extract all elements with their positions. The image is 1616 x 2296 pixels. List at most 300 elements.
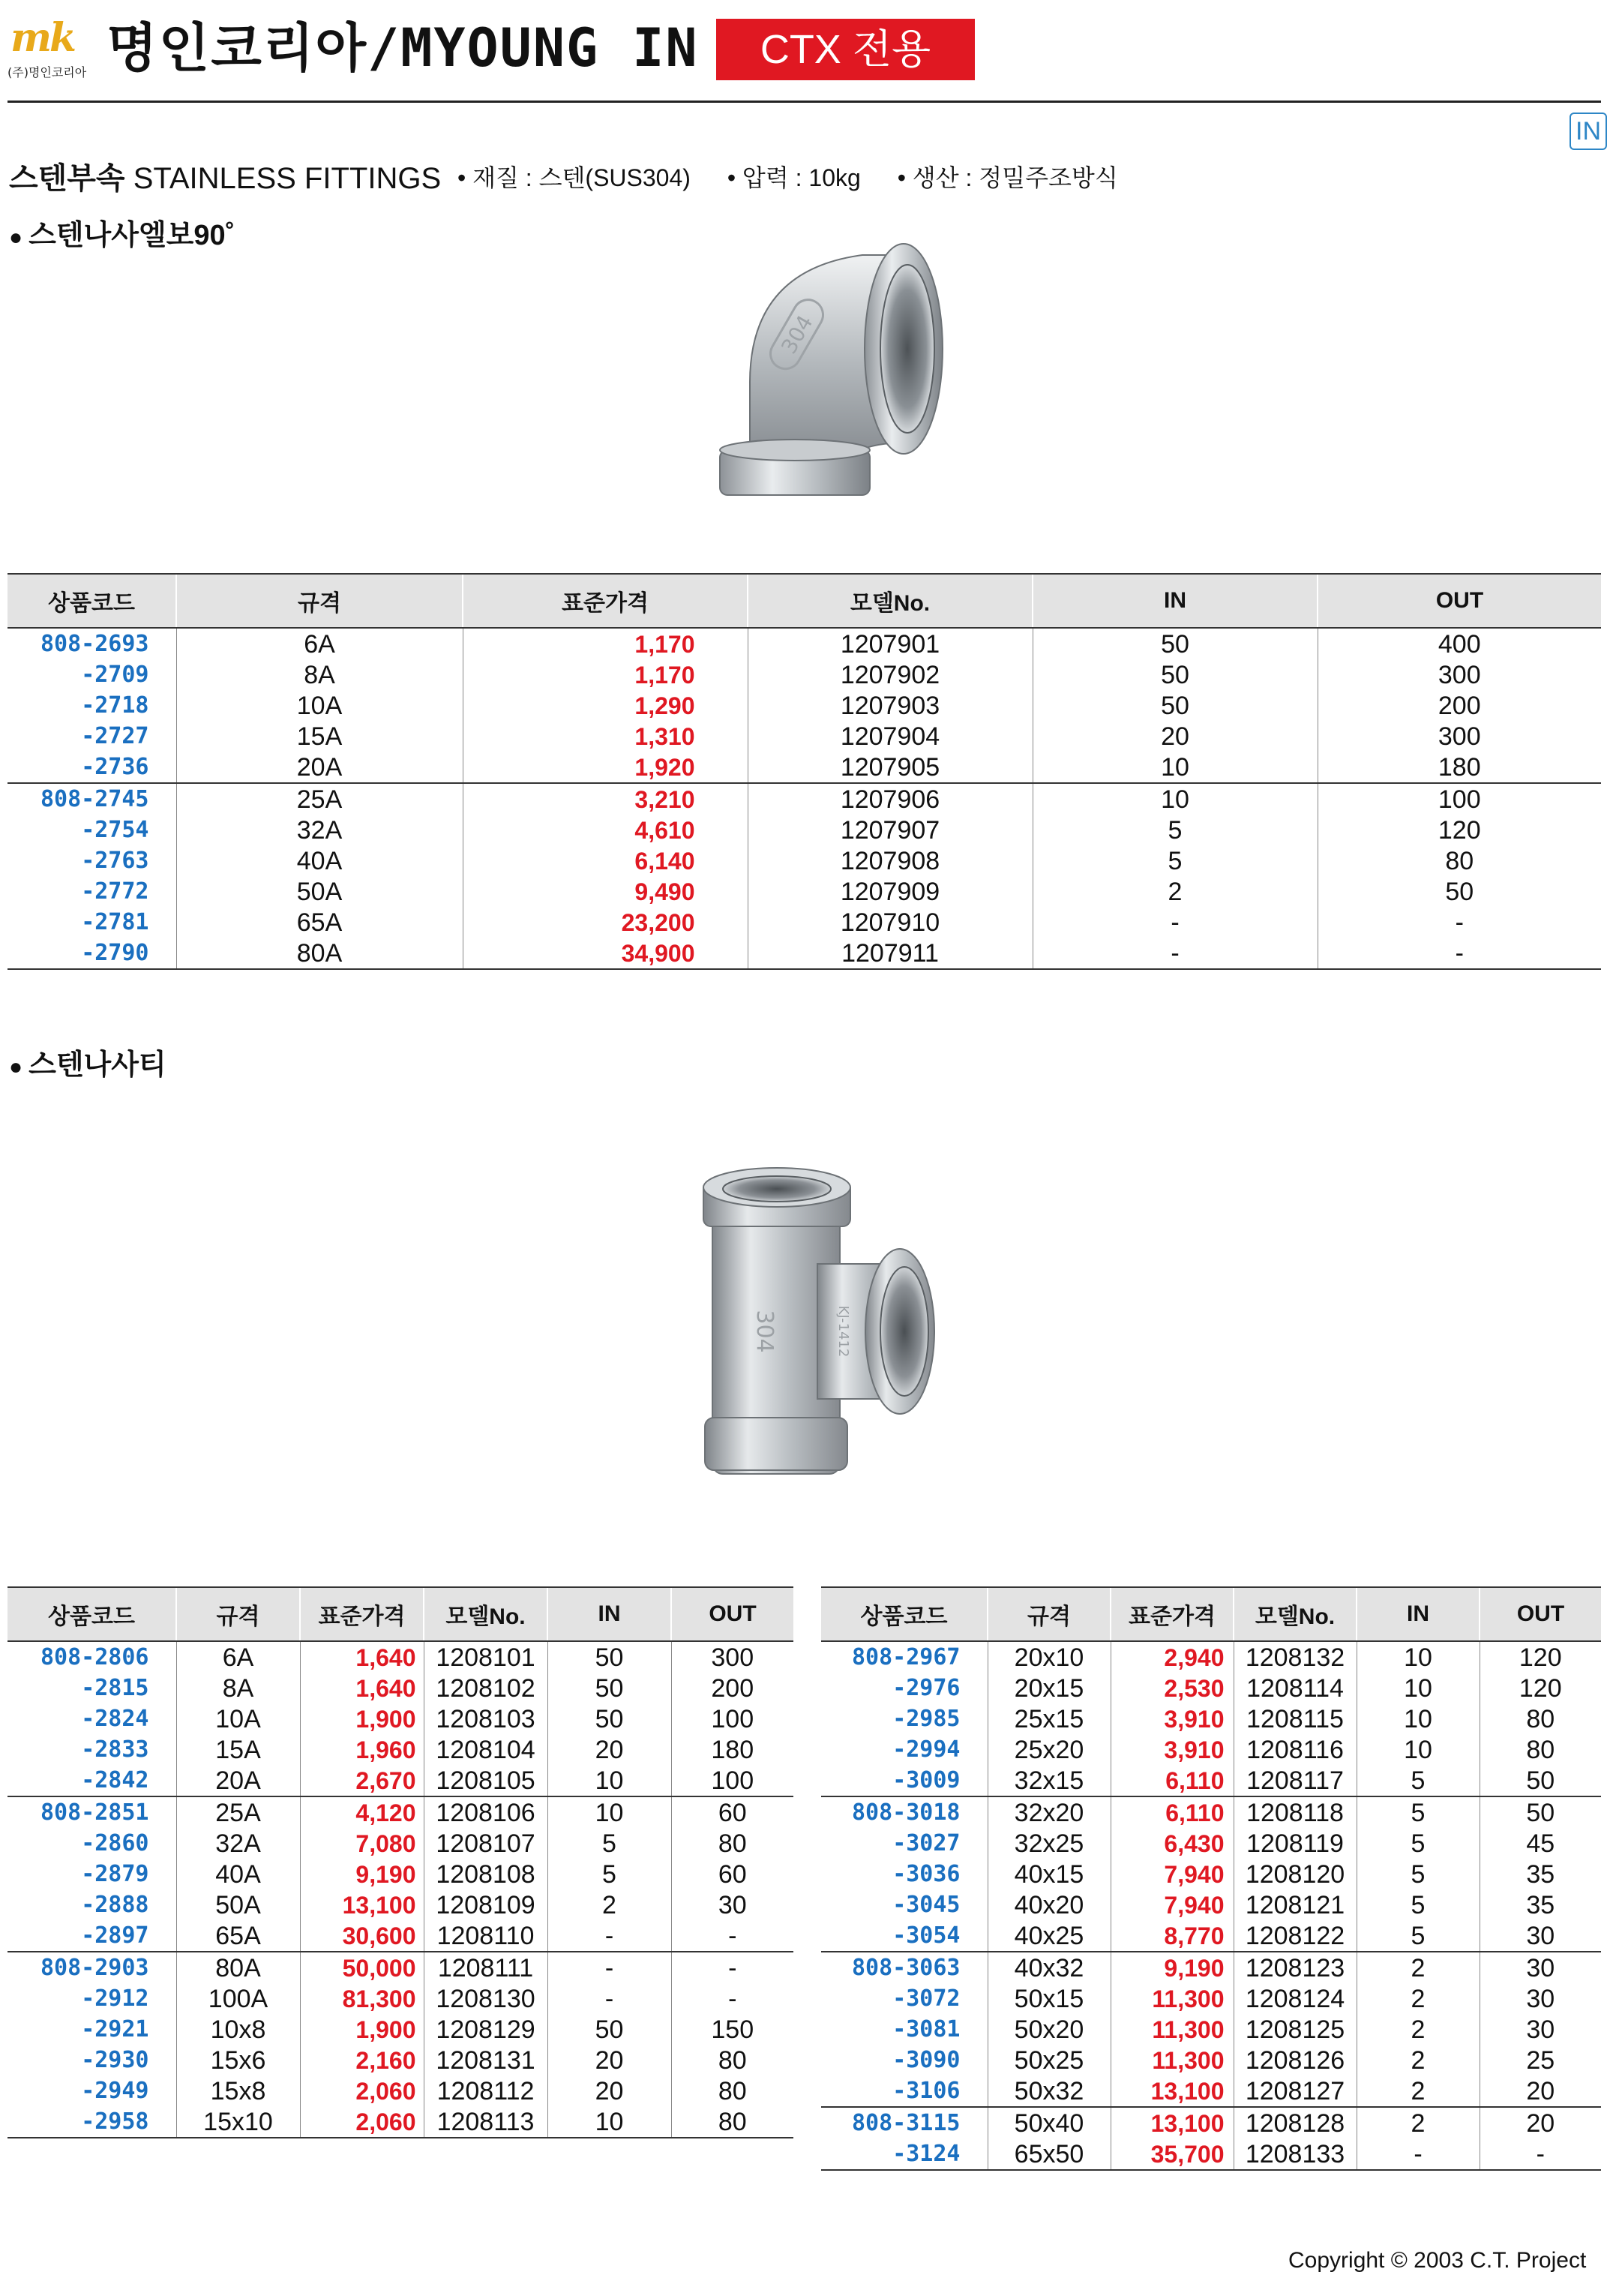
svg-text:304: 304 xyxy=(751,1310,778,1353)
table-row xyxy=(7,1983,793,2014)
col-header-size: 규격 xyxy=(176,574,463,628)
price-cell: 1,640 xyxy=(300,1641,424,1673)
col-header-out: OUT xyxy=(671,1587,793,1641)
table-row xyxy=(7,1796,793,1828)
price-cell: 6,110 xyxy=(1111,1796,1234,1828)
price-cell: 9,190 xyxy=(300,1859,424,1889)
col-header-size: 규격 xyxy=(988,1587,1111,1641)
col-header-model: 모델No. xyxy=(424,1587,547,1641)
spec-pressure: • 압력 : 10kg xyxy=(727,164,861,191)
price-cell: 1,640 xyxy=(300,1673,424,1703)
in-qty-cell: 5 xyxy=(1357,1920,1480,1952)
size-cell: 80A xyxy=(176,1952,300,1983)
model-no-cell: 1208133 xyxy=(1234,2138,1357,2170)
product-code-cell: -3124 xyxy=(821,2138,988,2170)
size-cell: 100A xyxy=(176,1983,300,2014)
table-row xyxy=(7,1889,793,1920)
in-qty-cell: 50 xyxy=(1033,628,1318,659)
out-qty-cell: 80 xyxy=(1480,1734,1601,1765)
price-cell: 7,940 xyxy=(1111,1889,1234,1920)
size-cell: 65A xyxy=(176,1920,300,1952)
price-cell: 2,160 xyxy=(300,2045,424,2075)
price-cell: 1,920 xyxy=(463,752,748,783)
out-qty-cell: - xyxy=(671,1920,793,1952)
col-header-price: 표준가격 xyxy=(463,574,748,628)
in-qty-cell: 2 xyxy=(547,1889,671,1920)
product-code-cell: -3045 xyxy=(892,1891,961,1918)
in-icon[interactable]: IN xyxy=(1570,113,1607,150)
model-no-cell: 1208114 xyxy=(1234,1673,1357,1703)
size-cell: 50x25 xyxy=(988,2045,1111,2075)
model-no-cell: 1208126 xyxy=(1234,2045,1357,2075)
in-qty-cell: - xyxy=(547,1952,671,1983)
product-code-cell: -2949 xyxy=(81,2077,149,2104)
table-row xyxy=(7,1734,793,1765)
out-qty-cell: - xyxy=(1480,2138,1601,2170)
col-header-price: 표준가격 xyxy=(300,1587,424,1641)
product-code-cell: -3036 xyxy=(892,1860,961,1887)
in-qty-cell: 5 xyxy=(1033,815,1318,845)
spec-list xyxy=(457,159,1148,194)
col-header-code: 상품코드 xyxy=(7,574,176,628)
size-cell: 20A xyxy=(176,1765,300,1796)
in-qty-cell: - xyxy=(1357,2138,1480,2170)
size-cell: 40x25 xyxy=(988,1920,1111,1952)
model-no-cell: 1208105 xyxy=(424,1765,547,1796)
model-no-cell: 1208118 xyxy=(1234,1796,1357,1828)
table-row xyxy=(7,938,1601,969)
size-cell: 65x50 xyxy=(988,2138,1111,2170)
in-qty-cell: - xyxy=(1033,907,1318,938)
elbow-price-table xyxy=(7,573,1601,970)
bullet-icon: ● xyxy=(9,1055,23,1079)
size-cell: 8A xyxy=(176,659,463,690)
product-code-cell: 808-3063 xyxy=(821,1952,988,1983)
out-qty-cell: 50 xyxy=(1480,1765,1601,1796)
table-header-row xyxy=(821,1587,1601,1641)
product-code-cell: -2763 xyxy=(81,847,149,874)
product-code-cell: -3054 xyxy=(892,1922,961,1949)
out-qty-cell: 80 xyxy=(671,2075,793,2106)
model-no-cell: 1208121 xyxy=(1234,1889,1357,1920)
model-no-cell: 1208104 xyxy=(424,1734,547,1765)
header-divider xyxy=(7,101,1601,103)
price-cell: 50,000 xyxy=(300,1952,424,1983)
table-row xyxy=(821,1828,1601,1859)
product-code-cell: -2842 xyxy=(81,1766,149,1793)
svg-text:304: 304 xyxy=(776,311,818,359)
page-title: 명인코리아/MYOUNG IN xyxy=(106,17,699,79)
out-qty-cell: 80 xyxy=(1318,845,1601,876)
product-code-cell: -2912 xyxy=(81,1985,149,2012)
size-cell: 25x15 xyxy=(988,1703,1111,1734)
price-cell: 11,300 xyxy=(1111,1983,1234,2014)
price-cell: 3,910 xyxy=(1111,1703,1234,1734)
model-no-cell: 1208102 xyxy=(424,1673,547,1703)
price-cell: 2,940 xyxy=(1111,1641,1234,1673)
table-row xyxy=(7,1641,793,1673)
model-no-cell: 1208129 xyxy=(424,2014,547,2045)
in-qty-cell: 10 xyxy=(1357,1734,1480,1765)
size-cell: 20x15 xyxy=(988,1673,1111,1703)
size-cell: 40A xyxy=(176,1859,300,1889)
in-qty-cell: 5 xyxy=(1357,1859,1480,1889)
table-row xyxy=(821,2138,1601,2170)
price-cell: 81,300 xyxy=(300,1983,424,2014)
price-cell: 6,140 xyxy=(463,845,748,876)
in-qty-cell: 2 xyxy=(1357,2045,1480,2075)
table-row xyxy=(821,1703,1601,1734)
product-code-cell: -3027 xyxy=(892,1829,961,1856)
out-qty-cell: - xyxy=(671,1983,793,2014)
size-cell: 32A xyxy=(176,1828,300,1859)
product-code-cell: 808-2806 xyxy=(40,1643,149,1670)
table-row xyxy=(7,2106,793,2138)
model-no-cell: 1207903 xyxy=(748,690,1033,721)
size-cell: 15x8 xyxy=(176,2075,300,2106)
price-cell: 6,430 xyxy=(1111,1828,1234,1859)
in-qty-cell: 50 xyxy=(547,2014,671,2045)
table-row xyxy=(821,2075,1601,2107)
size-cell: 32x15 xyxy=(988,1765,1111,1796)
size-cell: 25x20 xyxy=(988,1734,1111,1765)
out-qty-cell: 30 xyxy=(1480,1983,1601,2014)
out-qty-cell: 300 xyxy=(671,1641,793,1673)
col-header-code: 상품코드 xyxy=(821,1587,988,1641)
out-qty-cell: 60 xyxy=(671,1796,793,1828)
product-code-cell: -2897 xyxy=(81,1922,149,1949)
price-cell: 11,300 xyxy=(1111,2045,1234,2075)
out-qty-cell: 25 xyxy=(1480,2045,1601,2075)
tee-title: 스텐나사티 xyxy=(28,1049,166,1081)
price-cell: 1,900 xyxy=(300,2014,424,2045)
in-qty-cell: 50 xyxy=(1033,690,1318,721)
table-row xyxy=(7,752,1601,783)
out-qty-cell: 300 xyxy=(1318,721,1601,752)
product-code-cell: -3081 xyxy=(892,2015,961,2042)
out-qty-cell: 35 xyxy=(1480,1889,1601,1920)
in-qty-cell: 50 xyxy=(547,1703,671,1734)
model-no-cell: 1207906 xyxy=(748,783,1033,815)
in-qty-cell: 20 xyxy=(547,2045,671,2075)
table-row xyxy=(7,1828,793,1859)
size-cell: 6A xyxy=(176,628,463,659)
table-row xyxy=(7,721,1601,752)
model-no-cell: 1208125 xyxy=(1234,2014,1357,2045)
size-cell: 40x32 xyxy=(988,1952,1111,1983)
price-cell: 4,120 xyxy=(300,1796,424,1828)
price-cell: 1,170 xyxy=(463,659,748,690)
table-row xyxy=(7,2014,793,2045)
in-qty-cell: 20 xyxy=(547,2075,671,2106)
table-row xyxy=(821,1859,1601,1889)
model-no-cell: 1208131 xyxy=(424,2045,547,2075)
price-cell: 13,100 xyxy=(300,1889,424,1920)
model-no-cell: 1208112 xyxy=(424,2075,547,2106)
elbow-fitting-image xyxy=(660,225,960,510)
size-cell: 15A xyxy=(176,721,463,752)
col-header-in: IN xyxy=(1033,574,1318,628)
in-qty-cell: 10 xyxy=(1033,783,1318,815)
size-cell: 50x40 xyxy=(988,2107,1111,2138)
model-no-cell: 1208117 xyxy=(1234,1765,1357,1796)
ctx-badge: CTX 전용 xyxy=(716,19,975,80)
size-cell: 32A xyxy=(176,815,463,845)
in-qty-cell: 5 xyxy=(1357,1889,1480,1920)
col-header-code: 상품코드 xyxy=(7,1587,176,1641)
product-code-cell: -2976 xyxy=(892,1674,961,1701)
out-qty-cell: 150 xyxy=(671,2014,793,2045)
elbow-title: 스텐나사엘보90˚ xyxy=(28,220,235,251)
product-code-cell: 808-2745 xyxy=(7,783,176,815)
in-qty-cell: 2 xyxy=(1357,1952,1480,1983)
model-no-cell: 1208122 xyxy=(1234,1920,1357,1952)
out-qty-cell: 200 xyxy=(1318,690,1601,721)
table-row xyxy=(821,2107,1601,2138)
table-row xyxy=(7,659,1601,690)
product-code-cell: -2772 xyxy=(81,878,149,905)
out-qty-cell: 30 xyxy=(1480,1920,1601,1952)
out-qty-cell: 50 xyxy=(1318,876,1601,907)
price-cell: 2,060 xyxy=(300,2075,424,2106)
product-code-cell: -2888 xyxy=(81,1891,149,1918)
out-qty-cell: - xyxy=(1318,938,1601,969)
product-code-cell: 808-3115 xyxy=(821,2107,988,2138)
tee-fitting-image xyxy=(682,1166,952,1496)
model-no-cell: 1208119 xyxy=(1234,1828,1357,1859)
model-no-cell: 1208111 xyxy=(424,1952,547,1983)
table-row xyxy=(7,1673,793,1703)
price-cell: 34,900 xyxy=(463,938,748,969)
product-code-cell: -2930 xyxy=(81,2046,149,2073)
elbow-section-title xyxy=(9,212,235,253)
price-cell: 7,940 xyxy=(1111,1859,1234,1889)
product-code-cell: 808-2851 xyxy=(7,1796,176,1828)
product-code-cell: -2833 xyxy=(81,1736,149,1763)
out-qty-cell: 120 xyxy=(1318,815,1601,845)
table-row xyxy=(821,1920,1601,1952)
price-cell: 23,200 xyxy=(463,907,748,938)
spec-material: • 재질 : 스텐(SUS304) xyxy=(457,164,691,191)
model-no-cell: 1207902 xyxy=(748,659,1033,690)
size-cell: 40x15 xyxy=(988,1859,1111,1889)
size-cell: 50A xyxy=(176,876,463,907)
product-code-cell: -2921 xyxy=(81,2015,149,2042)
product-code-cell: -2727 xyxy=(81,722,149,749)
in-qty-cell: 2 xyxy=(1357,2014,1480,2045)
table-header-row xyxy=(7,574,1601,628)
price-cell: 3,210 xyxy=(463,783,748,815)
out-qty-cell: 80 xyxy=(1480,1703,1601,1734)
out-qty-cell: 300 xyxy=(1318,659,1601,690)
table-row xyxy=(7,2045,793,2075)
out-qty-cell: 30 xyxy=(1480,1952,1601,1983)
size-cell: 20x10 xyxy=(988,1641,1111,1673)
out-qty-cell: 180 xyxy=(1318,752,1601,783)
in-qty-cell: 2 xyxy=(1357,2107,1480,2138)
size-cell: 25A xyxy=(176,783,463,815)
table-row xyxy=(7,876,1601,907)
size-cell: 50x32 xyxy=(988,2075,1111,2107)
model-no-cell: 1207907 xyxy=(748,815,1033,845)
price-cell: 30,600 xyxy=(300,1920,424,1952)
table-row xyxy=(7,1920,793,1952)
copyright-notice: Copyright © 2003 C.T. Project xyxy=(1288,2248,1587,2273)
out-qty-cell: 100 xyxy=(671,1765,793,1796)
section-title xyxy=(9,155,441,197)
product-code-cell: -3072 xyxy=(892,1985,961,2012)
out-qty-cell: 100 xyxy=(671,1703,793,1734)
product-code-cell: -2985 xyxy=(892,1705,961,1732)
out-qty-cell: 45 xyxy=(1480,1828,1601,1859)
in-qty-cell: 20 xyxy=(1033,721,1318,752)
product-code-cell: 808-3018 xyxy=(821,1796,988,1828)
product-code-cell: -2994 xyxy=(892,1736,961,1763)
table-row xyxy=(7,1765,793,1796)
table-row xyxy=(7,845,1601,876)
out-qty-cell: 120 xyxy=(1480,1641,1601,1673)
table-header-row xyxy=(7,1587,793,1641)
in-qty-cell: 50 xyxy=(547,1673,671,1703)
table-row xyxy=(7,628,1601,659)
product-code-cell: -2736 xyxy=(81,753,149,780)
size-cell: 10A xyxy=(176,690,463,721)
model-no-cell: 1208128 xyxy=(1234,2107,1357,2138)
in-qty-cell: 10 xyxy=(1357,1641,1480,1673)
logo-subtitle: (주)명인코리아 xyxy=(7,65,87,80)
model-no-cell: 1207910 xyxy=(748,907,1033,938)
col-header-model: 모델No. xyxy=(1234,1587,1357,1641)
model-no-cell: 1208101 xyxy=(424,1641,547,1673)
price-cell: 8,770 xyxy=(1111,1920,1234,1952)
table-row xyxy=(821,1641,1601,1673)
model-no-cell: 1208103 xyxy=(424,1703,547,1734)
model-no-cell: 1207901 xyxy=(748,628,1033,659)
model-no-cell: 1207904 xyxy=(748,721,1033,752)
in-qty-cell: 10 xyxy=(547,1765,671,1796)
in-qty-cell: 10 xyxy=(1033,752,1318,783)
product-code-cell: -2781 xyxy=(81,908,149,935)
in-qty-cell: 10 xyxy=(547,2106,671,2138)
price-cell: 2,530 xyxy=(1111,1673,1234,1703)
model-no-cell: 1208106 xyxy=(424,1796,547,1828)
price-cell: 1,310 xyxy=(463,721,748,752)
model-no-cell: 1208109 xyxy=(424,1889,547,1920)
tee-price-table-left xyxy=(7,1586,793,2138)
out-qty-cell: 60 xyxy=(671,1859,793,1889)
out-qty-cell: 20 xyxy=(1480,2107,1601,2138)
col-header-out: OUT xyxy=(1318,574,1601,628)
product-code-cell: -3106 xyxy=(892,2077,961,2104)
in-qty-cell: 5 xyxy=(1357,1796,1480,1828)
table-row xyxy=(7,1703,793,1734)
in-qty-cell: 2 xyxy=(1357,2075,1480,2107)
out-qty-cell: 200 xyxy=(671,1673,793,1703)
price-cell: 35,700 xyxy=(1111,2138,1234,2170)
logo-mark: mk xyxy=(10,15,75,61)
in-qty-cell: 50 xyxy=(1033,659,1318,690)
out-qty-cell: 400 xyxy=(1318,628,1601,659)
size-cell: 6A xyxy=(176,1641,300,1673)
product-code-cell: 808-2967 xyxy=(852,1643,961,1670)
model-no-cell: 1207905 xyxy=(748,752,1033,783)
size-cell: 50A xyxy=(176,1889,300,1920)
model-no-cell: 1208132 xyxy=(1234,1641,1357,1673)
out-qty-cell: 100 xyxy=(1318,783,1601,815)
price-cell: 1,290 xyxy=(463,690,748,721)
table-row xyxy=(821,1889,1601,1920)
price-cell: 1,900 xyxy=(300,1703,424,1734)
price-cell: 2,670 xyxy=(300,1765,424,1796)
size-cell: 40x20 xyxy=(988,1889,1111,1920)
price-cell: 13,100 xyxy=(1111,2075,1234,2107)
size-cell: 80A xyxy=(176,938,463,969)
product-code-cell: -3090 xyxy=(892,2046,961,2073)
company-logo xyxy=(7,14,94,81)
col-header-model: 모델No. xyxy=(748,574,1033,628)
model-no-cell: 1208110 xyxy=(424,1920,547,1952)
model-no-cell: 1208123 xyxy=(1234,1952,1357,1983)
out-qty-cell: 120 xyxy=(1480,1673,1601,1703)
price-cell: 1,170 xyxy=(463,628,748,659)
price-cell: 4,610 xyxy=(463,815,748,845)
out-qty-cell: 30 xyxy=(1480,2014,1601,2045)
table-row xyxy=(821,1952,1601,1983)
price-cell: 1,960 xyxy=(300,1734,424,1765)
in-qty-cell: - xyxy=(547,1920,671,1952)
model-no-cell: 1208124 xyxy=(1234,1983,1357,2014)
price-cell: 6,110 xyxy=(1111,1765,1234,1796)
in-qty-cell: - xyxy=(1033,938,1318,969)
col-header-in: IN xyxy=(547,1587,671,1641)
table-row xyxy=(7,2075,793,2106)
table-row xyxy=(821,1796,1601,1828)
price-cell: 3,910 xyxy=(1111,1734,1234,1765)
size-cell: 50x20 xyxy=(988,2014,1111,2045)
col-header-in: IN xyxy=(1357,1587,1480,1641)
model-no-cell: 1208116 xyxy=(1234,1734,1357,1765)
product-code-cell: -2824 xyxy=(81,1705,149,1732)
price-cell: 7,080 xyxy=(300,1828,424,1859)
in-qty-cell: 2 xyxy=(1033,876,1318,907)
table-row xyxy=(7,690,1601,721)
size-cell: 10A xyxy=(176,1703,300,1734)
size-cell: 8A xyxy=(176,1673,300,1703)
model-no-cell: 1208108 xyxy=(424,1859,547,1889)
in-qty-cell: 10 xyxy=(547,1796,671,1828)
out-qty-cell: - xyxy=(671,1952,793,1983)
price-cell: 9,190 xyxy=(1111,1952,1234,1983)
price-cell: 11,300 xyxy=(1111,2014,1234,2045)
price-cell: 13,100 xyxy=(1111,2107,1234,2138)
table-row xyxy=(821,1673,1601,1703)
svg-text:KJ-1412: KJ-1412 xyxy=(835,1305,851,1358)
table-row xyxy=(821,2014,1601,2045)
price-cell: 2,060 xyxy=(300,2106,424,2138)
product-code-cell: -2790 xyxy=(7,938,176,969)
size-cell: 10x8 xyxy=(176,2014,300,2045)
table-row xyxy=(821,1734,1601,1765)
tee-section-title xyxy=(9,1041,166,1082)
product-code-cell: -2879 xyxy=(81,1860,149,1887)
model-no-cell: 1208115 xyxy=(1234,1703,1357,1734)
model-no-cell: 1207908 xyxy=(748,845,1033,876)
table-row xyxy=(7,783,1601,815)
in-qty-cell: - xyxy=(547,1983,671,2014)
price-cell: 9,490 xyxy=(463,876,748,907)
product-code-cell: 808-2903 xyxy=(7,1952,176,1983)
in-qty-cell: 5 xyxy=(1033,845,1318,876)
